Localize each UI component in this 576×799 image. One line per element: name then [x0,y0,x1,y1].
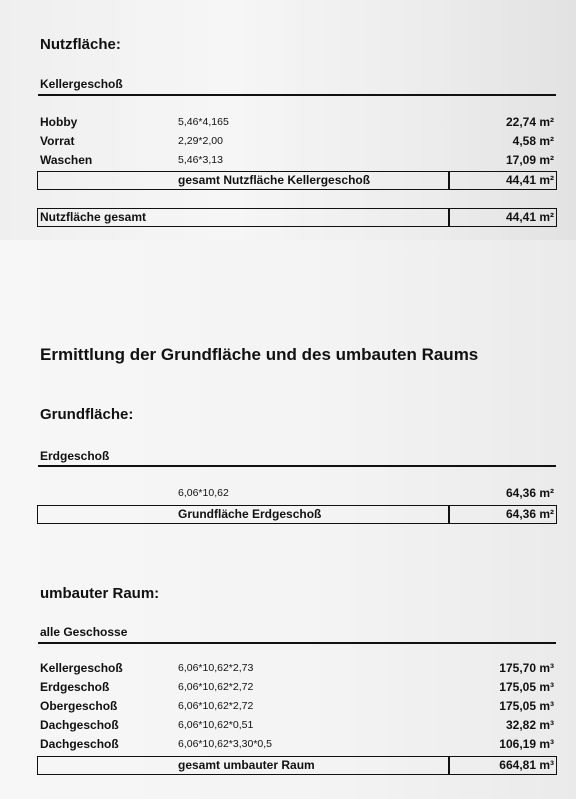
row-label: Erdgeschoß [40,680,110,694]
row-label: Dachgeschoß [40,718,119,732]
section-divider [38,94,556,96]
total-value: 664,81 m³ [499,758,554,772]
nutzflaeche-section: Kellergeschoß [40,77,123,91]
row-value: 175,05 m³ [499,699,554,713]
umbauter-raum-title: umbauter Raum: [40,585,160,602]
row-formula: 6,06*10,62*2,73 [178,662,254,674]
grundflaeche-title: Grundfläche: [40,406,134,423]
row-value: 64,36 m² [505,486,554,500]
row-label: Dachgeschoß [40,737,119,751]
row-formula: 6,06*10,62 [178,487,229,499]
total-value: 64,36 m² [505,507,554,521]
umbauter-raum-section: alle Geschosse [40,625,128,639]
row-formula: 5,46*3,13 [178,154,223,166]
row-value: 32,82 m³ [505,718,554,732]
row-value: 106,19 m³ [499,737,554,751]
row-value: 4,58 m² [512,134,554,148]
total-label: gesamt umbauter Raum [178,758,315,772]
section-divider [38,465,556,467]
row-value: 22,74 m² [505,115,554,129]
row-label: Waschen [40,153,93,167]
row-formula: 2,29*2,00 [178,135,223,147]
row-value: 17,09 m² [505,153,554,167]
grundflaeche-section: Erdgeschoß [40,449,110,463]
row-value: 175,05 m³ [499,680,554,694]
row-label: Hobby [40,115,78,129]
row-value: 175,70 m³ [499,661,554,675]
grand-total-label: Nutzfläche gesamt [40,210,147,224]
row-label: Obergeschoß [40,699,118,713]
row-formula: 6,06*10,62*3,30*0,5 [178,738,273,750]
row-label: Kellergeschoß [40,661,123,675]
row-formula: 5,46*4,165 [178,116,229,128]
total-label: Grundfläche Erdgeschoß [178,507,322,521]
row-formula: 6,06*10,62*2,72 [178,700,254,712]
nutzflaeche-title: Nutzfläche: [40,36,121,53]
row-formula: 6,06*10,62*2,72 [178,681,254,693]
grand-total-value: 44,41 m² [505,210,554,224]
total-label: gesamt Nutzfläche Kellergeschoß [178,173,371,187]
page-title: Ermittlung der Grundfläche und des umbauten Raums [40,345,479,364]
row-label: Vorrat [40,134,75,148]
total-value: 44,41 m² [505,173,554,187]
row-formula: 6,06*10,62*0,51 [178,719,254,731]
section-divider [38,642,556,644]
